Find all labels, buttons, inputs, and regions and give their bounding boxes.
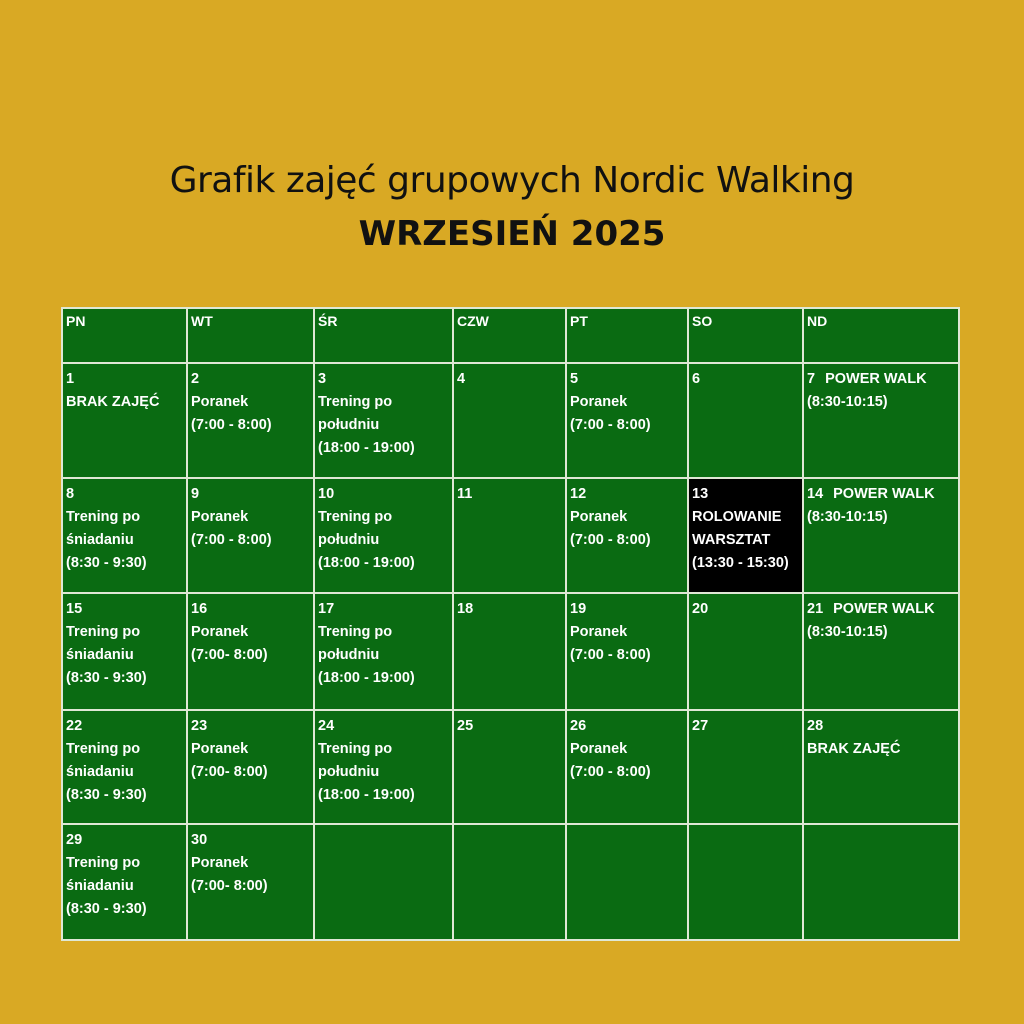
weekday-header: PT bbox=[566, 308, 688, 363]
session-line: Poranek bbox=[191, 855, 249, 871]
day-number: 28 bbox=[807, 718, 824, 734]
day-cell bbox=[803, 478, 959, 593]
day-cell bbox=[803, 710, 959, 824]
day-cell bbox=[62, 478, 187, 593]
day-cell bbox=[803, 593, 959, 710]
day-number: 19 bbox=[570, 601, 587, 617]
session-time: (8:30 - 9:30) bbox=[66, 787, 147, 803]
day-number: 2 bbox=[191, 371, 200, 387]
week-row bbox=[62, 824, 959, 940]
session-time: (13:30 - 15:30) bbox=[692, 555, 789, 571]
session-line: Poranek bbox=[191, 509, 249, 525]
session-line: śniadaniu bbox=[66, 878, 134, 894]
session-time: (8:30 - 9:30) bbox=[66, 555, 147, 571]
session-time: (7:00 - 8:00) bbox=[570, 417, 651, 433]
day-number: 10 bbox=[318, 486, 335, 502]
empty-cell bbox=[803, 824, 959, 940]
page-title: Grafik zajęć grupowych Nordic Walking bbox=[169, 160, 855, 201]
session-line: Poranek bbox=[191, 394, 249, 410]
day-cell bbox=[688, 363, 803, 478]
weekday-header: CZW bbox=[453, 308, 566, 363]
session-time: (18:00 - 19:00) bbox=[318, 787, 415, 803]
day-number: 3 bbox=[318, 371, 327, 387]
day-number: 9 bbox=[191, 486, 200, 502]
session-line: śniadaniu bbox=[66, 532, 134, 548]
day-number: 20 bbox=[692, 601, 709, 617]
session-line: ROLOWANIE bbox=[692, 509, 782, 525]
session-line bbox=[807, 598, 955, 621]
day-cell bbox=[566, 363, 688, 478]
day-number: 26 bbox=[570, 718, 587, 734]
session-line: śniadaniu bbox=[66, 764, 134, 780]
session-line: Trening po bbox=[318, 394, 393, 410]
session-line: Trening po bbox=[66, 624, 141, 640]
day-number: 25 bbox=[457, 718, 474, 734]
day-number: 4 bbox=[457, 371, 466, 387]
session-time: (7:00- 8:00) bbox=[191, 764, 268, 780]
session-time: (7:00- 8:00) bbox=[191, 647, 268, 663]
day-cell bbox=[62, 593, 187, 710]
day-number: 15 bbox=[66, 601, 83, 617]
session-line: Trening po bbox=[66, 855, 141, 871]
session-line: południu bbox=[318, 417, 380, 433]
session-time: (8:30-10:15) bbox=[807, 394, 888, 410]
session-line bbox=[807, 483, 955, 506]
day-number: 12 bbox=[570, 486, 587, 502]
day-number: 18 bbox=[457, 601, 474, 617]
day-cell bbox=[453, 710, 566, 824]
day-cell bbox=[187, 593, 314, 710]
day-cell bbox=[688, 710, 803, 824]
session-time: (7:00- 8:00) bbox=[191, 878, 268, 894]
session-line: WARSZTAT bbox=[692, 532, 771, 548]
weekday-header: ND bbox=[803, 308, 959, 363]
day-number: 8 bbox=[66, 486, 75, 502]
day-number: 7 bbox=[807, 371, 816, 387]
day-cell bbox=[187, 710, 314, 824]
day-cell bbox=[62, 363, 187, 478]
session-time: (8:30-10:15) bbox=[807, 509, 888, 525]
day-number: 30 bbox=[191, 832, 208, 848]
day-number: 14 bbox=[807, 486, 824, 502]
day-cell bbox=[453, 478, 566, 593]
session-line: BRAK ZAJĘĆ bbox=[807, 741, 901, 757]
day-number: 13 bbox=[692, 486, 709, 502]
day-number: 11 bbox=[457, 486, 473, 502]
day-number: 23 bbox=[191, 718, 208, 734]
session-time: (8:30 - 9:30) bbox=[66, 901, 147, 917]
session-line: Trening po bbox=[318, 741, 393, 757]
day-number: 22 bbox=[66, 718, 83, 734]
day-cell bbox=[314, 363, 453, 478]
session-line: Trening po bbox=[318, 509, 393, 525]
session-line: Trening po bbox=[66, 509, 141, 525]
day-cell bbox=[62, 824, 187, 940]
day-number: 17 bbox=[318, 601, 335, 617]
session-time: (8:30-10:15) bbox=[807, 624, 888, 640]
day-cell bbox=[187, 824, 314, 940]
day-cell bbox=[453, 363, 566, 478]
day-cell bbox=[566, 710, 688, 824]
session-title: POWER WALK bbox=[833, 486, 935, 502]
weekday-header-row bbox=[62, 308, 959, 363]
session-line: Poranek bbox=[570, 509, 628, 525]
session-line: BRAK ZAJĘĆ bbox=[66, 394, 160, 410]
session-time: (18:00 - 19:00) bbox=[318, 670, 415, 686]
session-line: Trening po bbox=[66, 741, 141, 757]
day-cell bbox=[566, 478, 688, 593]
day-number: 21 bbox=[807, 601, 824, 617]
empty-cell bbox=[688, 824, 803, 940]
session-line: śniadaniu bbox=[66, 647, 134, 663]
session-line: Poranek bbox=[570, 394, 628, 410]
month-title: WRZESIEŃ 2025 bbox=[358, 214, 666, 254]
empty-cell bbox=[453, 824, 566, 940]
session-line: Trening po bbox=[318, 624, 393, 640]
session-time: (8:30 - 9:30) bbox=[66, 670, 147, 686]
week-row bbox=[62, 593, 959, 710]
weekday-header: WT bbox=[187, 308, 314, 363]
session-time: (18:00 - 19:00) bbox=[318, 440, 415, 456]
day-cell bbox=[688, 593, 803, 710]
session-line: Poranek bbox=[191, 741, 249, 757]
weekday-header: PN bbox=[62, 308, 187, 363]
session-time: (7:00 - 8:00) bbox=[570, 764, 651, 780]
session-time: (7:00 - 8:00) bbox=[191, 417, 272, 433]
day-number: 24 bbox=[318, 718, 335, 734]
session-line: Poranek bbox=[191, 624, 249, 640]
session-line: Poranek bbox=[570, 624, 628, 640]
session-line: południu bbox=[318, 764, 380, 780]
session-title: POWER WALK bbox=[833, 601, 935, 617]
week-row bbox=[62, 363, 959, 478]
session-time: (7:00 - 8:00) bbox=[570, 532, 651, 548]
day-cell bbox=[62, 710, 187, 824]
day-cell bbox=[187, 363, 314, 478]
empty-cell bbox=[566, 824, 688, 940]
day-cell bbox=[453, 593, 566, 710]
schedule-calendar bbox=[61, 307, 960, 941]
day-number: 5 bbox=[570, 371, 579, 387]
day-number: 6 bbox=[692, 371, 701, 387]
day-cell bbox=[803, 363, 959, 478]
day-cell bbox=[187, 478, 314, 593]
empty-cell bbox=[314, 824, 453, 940]
session-line: południu bbox=[318, 647, 380, 663]
day-number: 27 bbox=[692, 718, 709, 734]
day-cell-workshop bbox=[688, 478, 803, 593]
day-number: 1 bbox=[66, 371, 75, 387]
day-number: 16 bbox=[191, 601, 208, 617]
day-number: 29 bbox=[66, 832, 83, 848]
session-time: (7:00 - 8:00) bbox=[570, 647, 651, 663]
session-time: (18:00 - 19:00) bbox=[318, 555, 415, 571]
session-line bbox=[807, 368, 955, 391]
weekday-header: ŚR bbox=[314, 308, 453, 363]
day-cell bbox=[566, 593, 688, 710]
weekday-header: SO bbox=[688, 308, 803, 363]
session-line: południu bbox=[318, 532, 380, 548]
session-time: (7:00 - 8:00) bbox=[191, 532, 272, 548]
day-cell bbox=[314, 710, 453, 824]
week-row bbox=[62, 478, 959, 593]
session-title: POWER WALK bbox=[825, 371, 927, 387]
day-cell bbox=[314, 593, 453, 710]
week-row bbox=[62, 710, 959, 824]
day-cell bbox=[314, 478, 453, 593]
session-line: Poranek bbox=[570, 741, 628, 757]
